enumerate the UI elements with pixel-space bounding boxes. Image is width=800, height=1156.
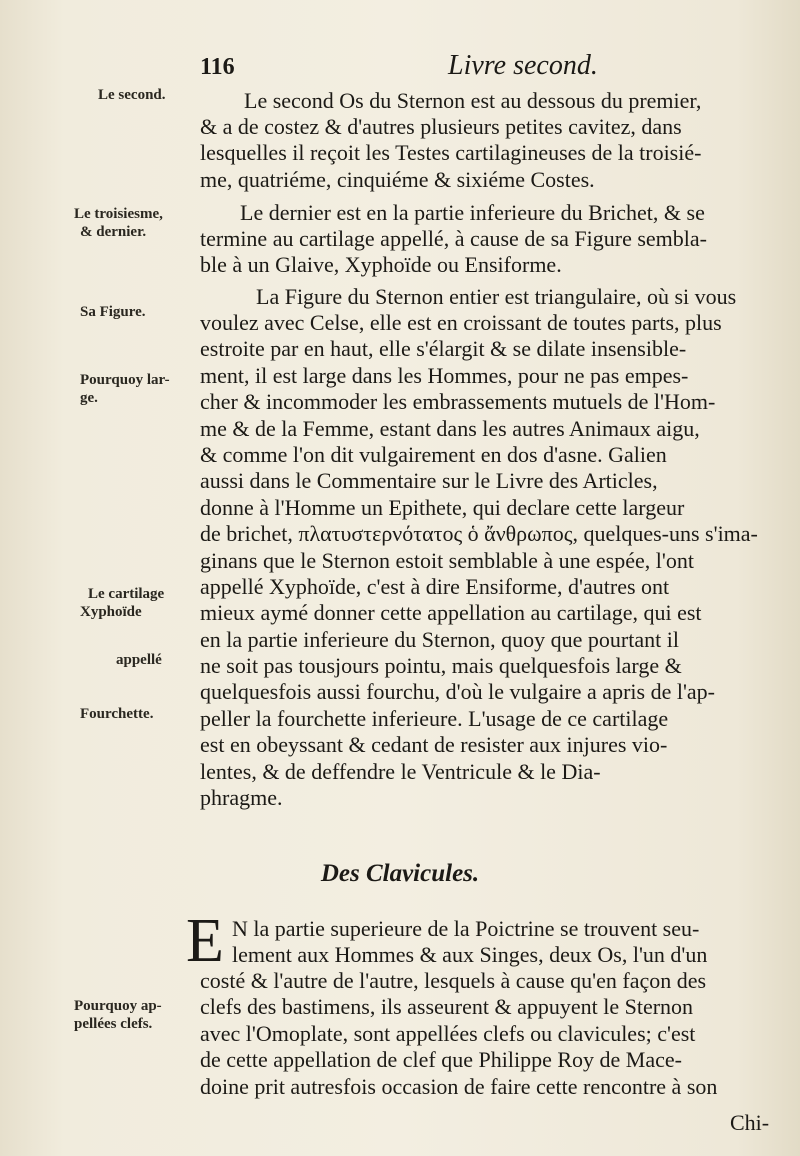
text-line: voulez avec Celse, elle est en croissant de toutes parts, plus	[200, 310, 722, 335]
margin-note: & dernier.	[80, 224, 147, 240]
text-line: de cette appellation de clef que Philippe Roy de Mace-	[200, 1047, 682, 1073]
text-line: aussi dans le Commentaire sur le Livre des Articles,	[200, 468, 658, 494]
text-line: ne soit pas tousjours pointu, mais quelquesfois large &	[200, 653, 682, 679]
margin-note: Fourchette.	[80, 706, 154, 722]
text-line: estroite par en haut, elle s'élargit & se dilate insensible-	[200, 336, 687, 362]
paragraph	[232, 916, 792, 969]
text-line: ble à un Glaive, Xyphoïde ou Ensiforme.	[200, 252, 562, 278]
margin-note: Pourquoy lar-	[80, 372, 170, 388]
margin-note: Sa Figure.	[80, 304, 146, 320]
catchword	[730, 1110, 790, 1136]
text-line: me, quatriéme, cinquiéme & sixiéme Costes.	[200, 166, 595, 192]
text-line: N la partie superieure de la Poictrine se trouvent seu-	[232, 916, 700, 941]
text-line: & a de costez & d'autres plusieurs petites cavitez, dans	[200, 114, 682, 139]
text-line: avec l'Omoplate, sont appellées clefs ou clavicules; c'est	[200, 1020, 696, 1046]
text-line: donne à l'Homme un Epithete, qui declare cette largeur	[200, 494, 685, 520]
text-line: est en obeyssant & cedant de resister aux injures vio-	[200, 732, 668, 758]
margin-note: pellées clefs.	[74, 1016, 153, 1032]
text-line: costé & l'autre de l'autre, lesquels à cause qu'en façon des	[200, 968, 707, 993]
paragraph	[256, 284, 792, 310]
drop-cap: E	[186, 907, 224, 975]
text-line: quelquesfois aussi fourchu, d'où le vulgaire a apris de l'ap-	[200, 679, 716, 705]
paragraph	[240, 200, 792, 226]
running-head	[200, 50, 770, 86]
margin-note: Pourquoy ap-	[74, 998, 162, 1014]
margin-note: Le cartilage	[88, 586, 165, 602]
text-line: ment, il est large dans les Hommes, pour ne pas empes-	[200, 362, 689, 388]
paragraph	[200, 968, 788, 1100]
catchword-text: Chi-	[730, 1110, 770, 1135]
margin-note: appellé	[116, 652, 162, 668]
text-line: me & de la Femme, estant dans les autres Animaux aigu,	[200, 415, 700, 441]
margin-note: Le troisiesme,	[74, 206, 163, 222]
text-line: en la partie inferieure du Sternon, quoy que pourtant il	[200, 626, 679, 652]
text-line: Le dernier est en la partie inferieure du Brichet, & se	[240, 200, 705, 225]
text-line: clefs des bastimens, ils asseurent & appuyent le Sternon	[200, 994, 694, 1020]
book-title: Livre second.	[448, 50, 598, 81]
text-line: Le second Os du Sternon est au dessous du premier,	[244, 88, 702, 113]
text-line: appellé Xyphoïde, c'est à dire Ensiforme, d'autres ont	[200, 573, 670, 599]
text-line: ginans que le Sternon estoit semblable à une espée, l'ont	[200, 547, 694, 573]
section-heading: Des Clavicules.	[320, 860, 480, 887]
paragraph	[200, 114, 788, 193]
text-line: phragme.	[200, 785, 283, 811]
text-line: termine au cartilage appellé, à cause de sa Figure sembla-	[200, 226, 707, 251]
text-line: cher & incommoder les embrassements mutuels de l'Hom-	[200, 389, 716, 415]
margin-note: Xyphoïde	[80, 604, 142, 620]
paragraph	[200, 310, 788, 811]
margin-note: Le second.	[98, 87, 166, 103]
text-line: lesquelles il reçoit les Testes cartilagineuses de la troisié-	[200, 140, 702, 166]
text-line: lement aux Hommes & aux Singes, deux Os, l'un d'un	[232, 942, 708, 968]
text-line: & comme l'on dit vulgairement en dos d'asne. Galien	[200, 441, 667, 467]
paragraph	[244, 88, 792, 114]
page-number: 116	[200, 54, 235, 80]
text-line: doine prit autresfois occasion de faire cette rencontre à son	[200, 1073, 718, 1099]
text-line: de brichet, πλατυστερνότατος ὁ ἄνθρωπος, quelques-uns s'ima-	[200, 521, 758, 547]
paragraph	[200, 226, 788, 279]
text-line: mieux aymé donner cette appellation au cartilage, qui est	[200, 600, 702, 626]
text-line: lentes, & de deffendre le Ventricule & le Dia-	[200, 758, 601, 784]
text-line: peller la fourchette inferieure. L'usage de ce cartilage	[200, 705, 669, 731]
text-line: La Figure du Sternon entier est triangulaire, où si vous	[256, 284, 737, 309]
margin-note: ge.	[80, 390, 98, 406]
